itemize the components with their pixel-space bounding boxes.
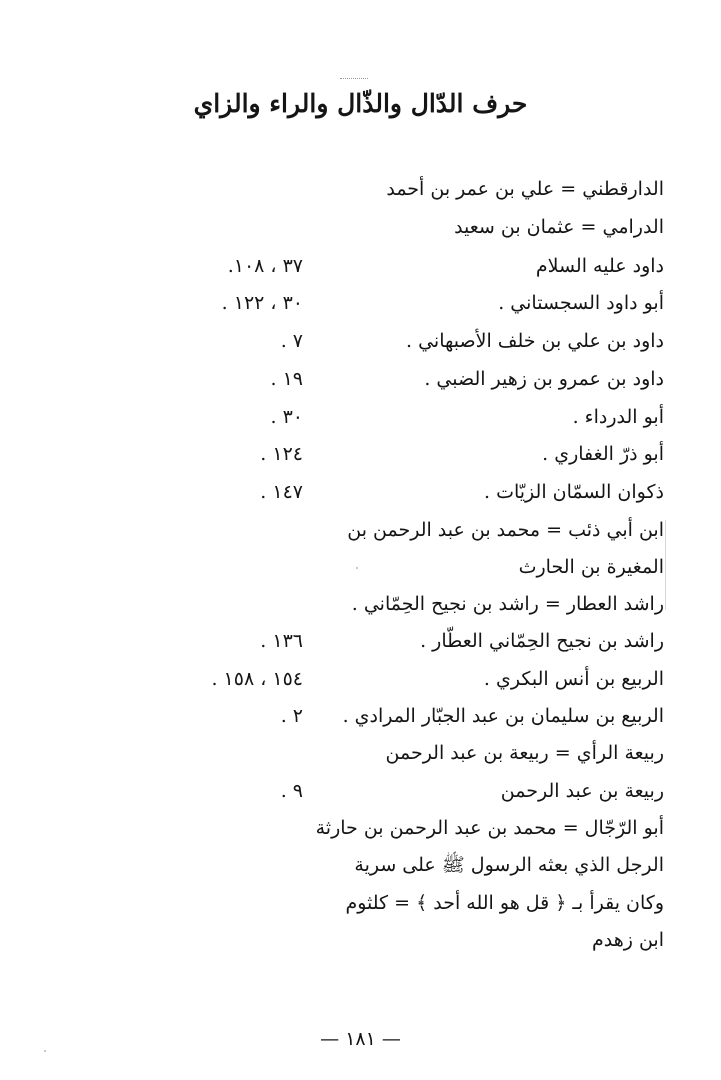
- entry-pages: ١٤٧ .: [260, 481, 303, 503]
- entry-term: الدرامي = عثمان بن سعيد: [454, 216, 664, 238]
- scan-speck: [356, 567, 358, 569]
- entry-pages: ١٩ .: [270, 368, 303, 390]
- entry-term: الربيع بن أنس البكري .: [483, 668, 664, 690]
- entry-pages: ١٢٤ .: [260, 443, 303, 465]
- entry-term: وكان يقرأ بـ ﴿ قل هو الله أحد ﴾ = كلثوم: [345, 892, 664, 914]
- entry-term: الدارقطني = علي بن عمر بن أحمد: [386, 178, 664, 200]
- entry-term: المغيرة بن الحارث: [518, 556, 664, 578]
- entry-pages: ٩ .: [280, 780, 303, 802]
- index-entry: [0, 208, 721, 246]
- entry-term: أبو ذرّ الغفاري .: [542, 443, 664, 465]
- entry-term: داود بن علي بن خلف الأصبهاني .: [406, 330, 664, 352]
- header-ornament: [340, 78, 368, 79]
- index-entry: [0, 660, 721, 698]
- index-entry: [0, 398, 721, 436]
- entry-term: أبو الدرداء .: [572, 406, 664, 428]
- index-entry: [0, 247, 721, 285]
- entry-pages: ٣٧ ، ١٠٨.: [227, 255, 303, 277]
- entry-term: راشد العطار = راشد بن نجيح الحِمّاني .: [351, 593, 664, 615]
- entry-term: ربيعة الرأي = ربيعة بن عبد الرحمن: [385, 742, 664, 764]
- index-entry: [0, 170, 721, 208]
- index-entry: [0, 734, 721, 772]
- entry-term: ابن أبي ذئب = محمد بن عبد الرحمن بن: [347, 519, 664, 541]
- entry-term: ربيعة بن عبد الرحمن: [500, 780, 664, 802]
- index-entry: [0, 284, 721, 322]
- entry-term: داود عليه السلام: [535, 255, 664, 277]
- entry-pages: ١٣٦ .: [260, 630, 303, 652]
- entry-pages: ٣٠ ، ١٢٢ .: [221, 292, 303, 314]
- entry-term: أبو الرّجّال = محمد بن عبد الرحمن بن حارثة: [315, 817, 664, 839]
- entry-term: داود بن عمرو بن زهير الضبي .: [424, 368, 664, 390]
- index-entry: [0, 511, 721, 549]
- scan-speck: [44, 1050, 46, 1052]
- entry-term: ذكوان السمّان الزيّات .: [484, 481, 664, 503]
- index-entry: [0, 622, 721, 660]
- index-entry: [0, 548, 721, 586]
- entry-term: الربيع بن سليمان بن عبد الجبّار المرادي .: [342, 705, 664, 727]
- index-entry: [0, 435, 721, 473]
- index-entry: [0, 772, 721, 810]
- index-entry: [0, 809, 721, 847]
- index-entry: [0, 585, 721, 623]
- index-entry: [0, 322, 721, 360]
- index-entry: [0, 921, 721, 959]
- page-number: — ١٨١ —: [320, 1028, 401, 1050]
- index-entry: [0, 846, 721, 884]
- entry-term: أبو داود السجستاني .: [498, 292, 664, 314]
- index-entry: [0, 360, 721, 398]
- entry-pages: ٢ .: [280, 705, 303, 727]
- entry-term: الرجل الذي بعثه الرسول ﷺ على سرية: [354, 854, 664, 876]
- index-entry: [0, 697, 721, 735]
- index-entry: [0, 884, 721, 922]
- entry-pages: ٧ .: [280, 330, 303, 352]
- entry-term: راشد بن نجيح الحِمّاني العطّار .: [420, 630, 664, 652]
- entry-pages: ١٥٤ ، ١٥٨ .: [211, 668, 303, 690]
- entry-pages: ٣٠ .: [270, 406, 303, 428]
- entry-term: ابن زهدم: [591, 929, 664, 951]
- index-entry: [0, 473, 721, 511]
- section-title: حرف الدّال والذّال والراء والزاي: [193, 89, 528, 118]
